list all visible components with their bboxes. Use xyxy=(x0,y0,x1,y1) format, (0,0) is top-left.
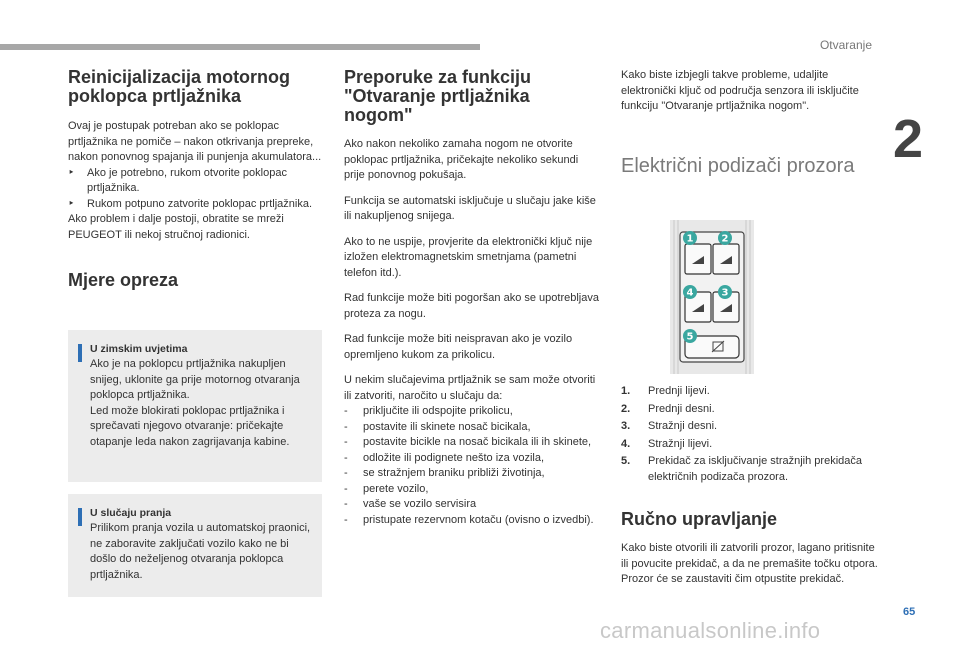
svg-text:5: 5 xyxy=(686,331,694,343)
info-box-winter xyxy=(68,330,322,482)
svg-text:2: 2 xyxy=(721,233,729,245)
window-switch-legend xyxy=(621,384,881,485)
column-2 xyxy=(344,68,602,528)
list-item: - pristupate rezervnom kotaču (ovisno o izvedbi). xyxy=(344,513,594,526)
badge-4 xyxy=(683,285,697,299)
paragraph: U nekim slučajevima prtljažnik se sam može otvoriti ili zatvoriti, naročito u slučaju da: xyxy=(344,374,596,402)
reinit-bullet: ‣ Ako je potrebno, rukom otvorite poklopac prtljažnika. xyxy=(68,166,287,194)
column-1 xyxy=(68,68,322,290)
switch-front-right xyxy=(713,244,739,274)
badge-5 xyxy=(683,329,697,343)
list-item: 3. Stražnji desni. xyxy=(621,420,718,432)
reinit-intro: Ovaj je postupak potreban ako se poklopac prtljažnika ne pomiče – nakon otkrivanja prepreke, nakon ponovnog spajanja ili punjenja akumulatora... xyxy=(68,120,322,163)
list-item: - postavite ili skinete nosač bicikala, xyxy=(344,420,531,433)
info-bar-icon xyxy=(78,508,82,526)
section-title-manual: Ručno upravljanje xyxy=(621,509,778,529)
list-item: - priključite ili odspojite prikolicu, xyxy=(344,405,513,417)
header-bar xyxy=(0,44,480,50)
chapter-number: 2 xyxy=(893,109,924,169)
svg-text:1: 1 xyxy=(686,233,694,245)
column-3 xyxy=(621,68,881,177)
paragraph: Kako biste otvorili ili zatvorili prozor, lagano pritisnite ili povucite prekidač, a da ne premašite točku otpora. Prozor će se zaustaviti čim otpustite prekidač. xyxy=(621,542,878,585)
info-box-text: Led može blokirati poklopac prtljažnika i sprečavati njegovo otvaranje: pričekajte otapanje leda nakon zagrijavanja kabine. xyxy=(90,404,290,448)
section-title-reinit: Reinicijalizacija motornog poklopca prtljažnika xyxy=(68,67,291,106)
paragraph: Kako biste izbjegli takve probleme, udaljite elektronički ključ od područja senzora ili isključite funkciju "Otvaranje prtljažnika nogom". xyxy=(621,69,859,112)
list-item: - se stražnjem braniku približi životinja, xyxy=(344,467,545,479)
arrow-bullet-icon: ‣ xyxy=(68,197,75,210)
badge-1 xyxy=(683,231,697,245)
info-bar-icon xyxy=(78,344,82,362)
window-switch-panel-figure xyxy=(668,220,756,374)
arrow-bullet-icon: ‣ xyxy=(68,166,75,179)
list-item: - perete vozilo, xyxy=(344,482,429,495)
paragraph: Ako to ne uspije, provjerite da elektronički ključ nije izložen elektromagnetskim smetnjama (pametni telefon itd.). xyxy=(344,235,593,279)
section-title-windows: Električni podizači prozora xyxy=(621,154,855,177)
reinit-outro: Ako problem i dalje postoji, obratite se mreži PEUGEOT ili nekoj stručnoj radionici. xyxy=(68,213,284,241)
paragraph: Ako nakon nekoliko zamaha nogom ne otvorite poklopac prtljažnika, pričekajte nekoliko sekundi prije ponovnog pokušaja. xyxy=(344,138,579,181)
list-item: - odložite ili podignete nešto iza vozila, xyxy=(344,451,545,464)
list-item: 4. Stražnji lijevi. xyxy=(621,437,713,450)
list-item: 1. Prednji lijevi. xyxy=(621,385,710,397)
info-box-text: Prilikom pranja vozila u automatskoj praonici, ne zaboravite zaključati vozilo kako ne bi došlo do neželjenog otvaranja poklopca prtljažnika. xyxy=(90,522,311,581)
info-box-title: U zimskim uvjetima xyxy=(90,343,188,355)
svg-text:4: 4 xyxy=(686,287,694,299)
page-number: 65 xyxy=(903,606,916,618)
svg-text:3: 3 xyxy=(721,287,729,299)
section-title-precautions: Mjere opreza xyxy=(68,270,179,290)
list-item: - vaše se vozilo servisira xyxy=(344,498,477,510)
badge-3 xyxy=(718,285,732,299)
list-item: - postavite bicikle na nosač bicikala ili ih skinete, xyxy=(344,436,592,448)
list-item: 2. Prednji desni. xyxy=(621,402,715,415)
list-item: 5. Prekidač za isključivanje stražnjih prekidača električnih podizača prozora. xyxy=(621,455,862,483)
info-box-wash xyxy=(68,494,322,597)
badge-2 xyxy=(718,231,732,245)
paragraph: Funkcija se automatski isključuje u slučaju jake kiše ili nakupljenog snijega. xyxy=(344,194,596,222)
reinit-bullet: ‣ Rukom potpuno zatvorite poklopac prtljažnika. xyxy=(68,197,322,213)
paragraph: Rad funkcije može biti neispravan ako je vozilo opremljeno kukom za prikolicu. xyxy=(344,333,573,361)
section-title-recommendations: Preporuke za funkciju "Otvaranje prtljažnika nogom" xyxy=(344,67,532,125)
manual-control-section xyxy=(621,510,881,588)
paragraph: Rad funkcije može biti pogoršan ako se upotrebljava proteza za nogu. xyxy=(344,292,599,320)
section-name: Otvaranje xyxy=(819,38,872,52)
info-box-title: U slučaju pranja xyxy=(90,507,172,519)
watermark: carmanualsonline.info xyxy=(600,618,821,643)
switch-front-left xyxy=(685,244,711,274)
info-box-text: Ako je na poklopcu prtljažnika nakupljen snijeg, uklonite ga prije motornog otvaranja poklopca prtljažnika. xyxy=(90,358,300,401)
